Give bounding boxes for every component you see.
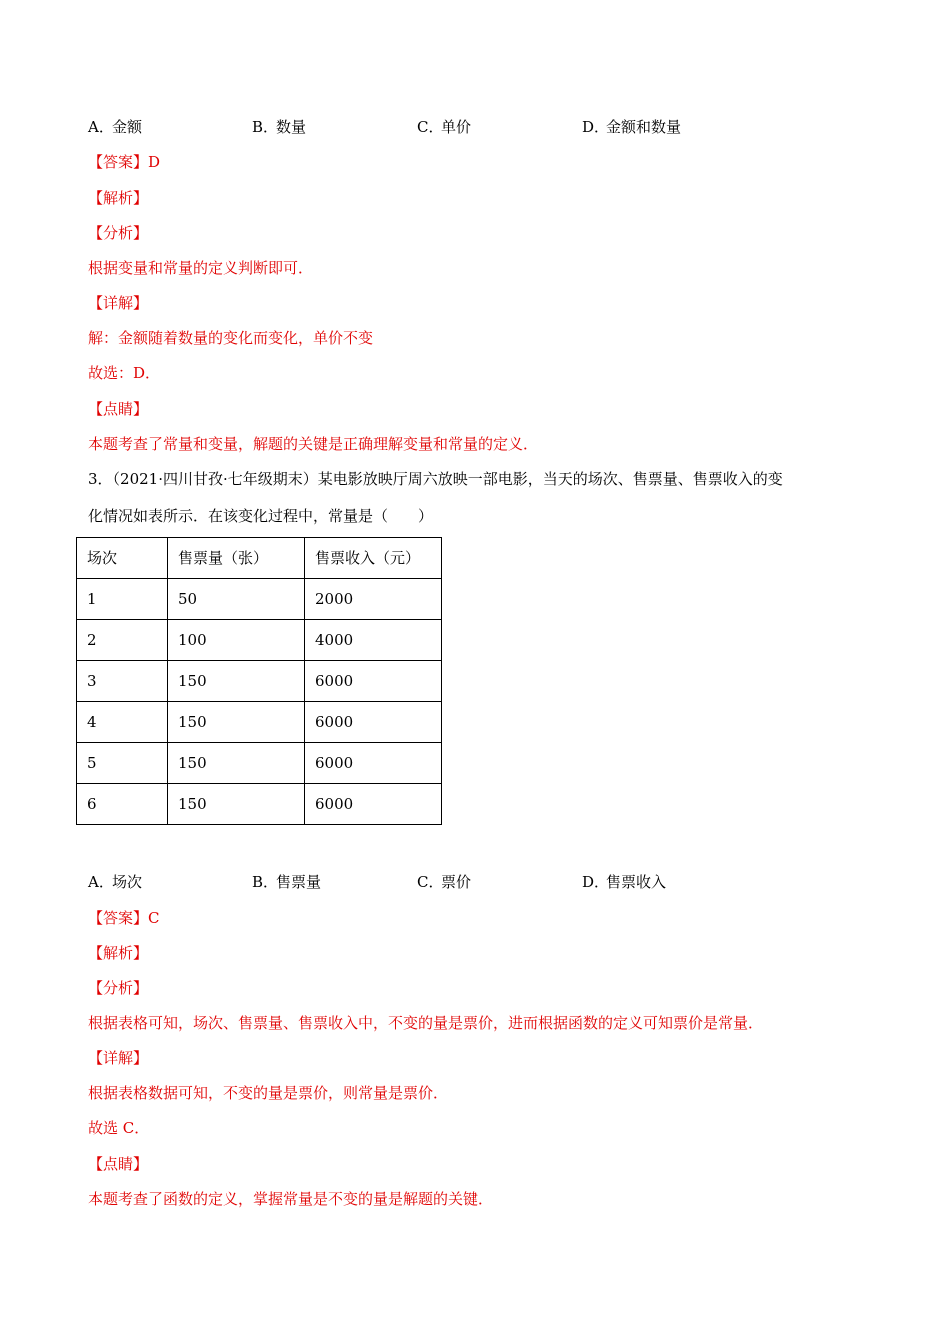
q3-xiangjie-heading: 【详解】 — [88, 1049, 149, 1067]
table-cell: 50 — [168, 579, 305, 620]
q2-xiangjie-heading: 【详解】 — [88, 294, 149, 312]
table-cell: 3 — [77, 661, 168, 702]
q3-stem-line1: 3．（2021·四川甘孜·七年级期末）某电影放映厅周六放映一部电影，当天的场次、售票量、售票收入的变 — [88, 470, 783, 488]
table-cell: 2 — [77, 620, 168, 661]
table-row — [77, 579, 442, 620]
table-cell: 2000 — [305, 579, 442, 620]
option-text: 金额和数量 — [606, 118, 682, 136]
q3-jiexi-heading: 【解析】 — [88, 944, 149, 962]
q3-table — [76, 537, 442, 825]
table-header-cell: 售票收入（元） — [305, 538, 442, 579]
q2-answer: 【答案】D — [88, 153, 161, 171]
q2-xiangjie-text: 解：金额随着数量的变化而变化，单价不变 — [88, 329, 374, 347]
q3-dianjing-text: 本题考查了函数的定义，掌握常量是不变的量是解题的关键． — [88, 1190, 494, 1208]
q2-jiexi-heading: 【解析】 — [88, 189, 149, 207]
q2-dianjing-text: 本题考查了常量和变量，解题的关键是正确理解变量和常量的定义． — [88, 435, 539, 453]
q2-fenxi-heading: 【分析】 — [88, 224, 149, 242]
table-cell: 150 — [168, 784, 305, 825]
table-cell: 1 — [77, 579, 168, 620]
table-header-row — [77, 538, 442, 579]
option-label: A． — [88, 873, 114, 891]
table-cell: 150 — [168, 702, 305, 743]
q3-xiangjie-text: 根据表格数据可知，不变的量是票价，则常量是票价． — [88, 1084, 449, 1102]
option-label: C． — [417, 118, 444, 136]
table-cell: 150 — [168, 661, 305, 702]
q2-option-d — [582, 117, 681, 137]
q3-stem-line2: 化情况如表所示．在该变化过程中，常量是（ ） — [88, 507, 434, 525]
option-text: 场次 — [112, 873, 143, 891]
table-cell: 100 — [168, 620, 305, 661]
table-row — [77, 702, 442, 743]
q3-options — [88, 872, 788, 892]
q3-option-c — [417, 872, 471, 892]
table-cell: 6 — [77, 784, 168, 825]
q3-fenxi-heading: 【分析】 — [88, 979, 149, 997]
table-cell: 6000 — [305, 784, 442, 825]
q3-dianjing-heading: 【点睛】 — [88, 1155, 149, 1173]
q2-fenxi-text: 根据变量和常量的定义判断即可． — [88, 259, 314, 277]
option-text: 金额 — [112, 118, 143, 136]
option-text: 售票收入 — [606, 873, 667, 891]
option-label: D． — [582, 118, 610, 136]
table-cell: 6000 — [305, 661, 442, 702]
option-label: D． — [582, 873, 610, 891]
q2-option-a — [88, 117, 142, 137]
q3-option-d — [582, 872, 666, 892]
q3-answer: 【答案】C — [88, 909, 160, 927]
q3-fenxi-text: 根据表格可知，场次、售票量、售票收入中，不变的量是票价，进而根据函数的定义可知票价是常量． — [88, 1014, 764, 1032]
option-label: C． — [417, 873, 444, 891]
table-cell: 4000 — [305, 620, 442, 661]
table-cell: 5 — [77, 743, 168, 784]
option-text: 数量 — [276, 118, 307, 136]
table-cell: 6000 — [305, 743, 442, 784]
q2-dianjing-heading: 【点睛】 — [88, 400, 149, 418]
option-text: 售票量 — [276, 873, 322, 891]
option-text: 票价 — [441, 873, 472, 891]
table-row — [77, 661, 442, 702]
table-cell: 6000 — [305, 702, 442, 743]
q3-choice: 故选 C． — [88, 1119, 150, 1137]
q2-option-c — [417, 117, 471, 137]
q3-option-a — [88, 872, 142, 892]
table-cell: 4 — [77, 702, 168, 743]
q2-options — [88, 117, 788, 137]
option-label: A． — [88, 118, 114, 136]
option-label: B． — [252, 118, 279, 136]
option-label: B． — [252, 873, 279, 891]
table-row — [77, 784, 442, 825]
q2-option-b — [252, 117, 306, 137]
q2-choice: 故选：D． — [88, 364, 161, 382]
table-row — [77, 620, 442, 661]
table-header-cell: 售票量（张） — [168, 538, 305, 579]
q3-option-b — [252, 872, 321, 892]
table-row — [77, 743, 442, 784]
table-cell: 150 — [168, 743, 305, 784]
table-header-cell: 场次 — [77, 538, 168, 579]
option-text: 单价 — [441, 118, 472, 136]
